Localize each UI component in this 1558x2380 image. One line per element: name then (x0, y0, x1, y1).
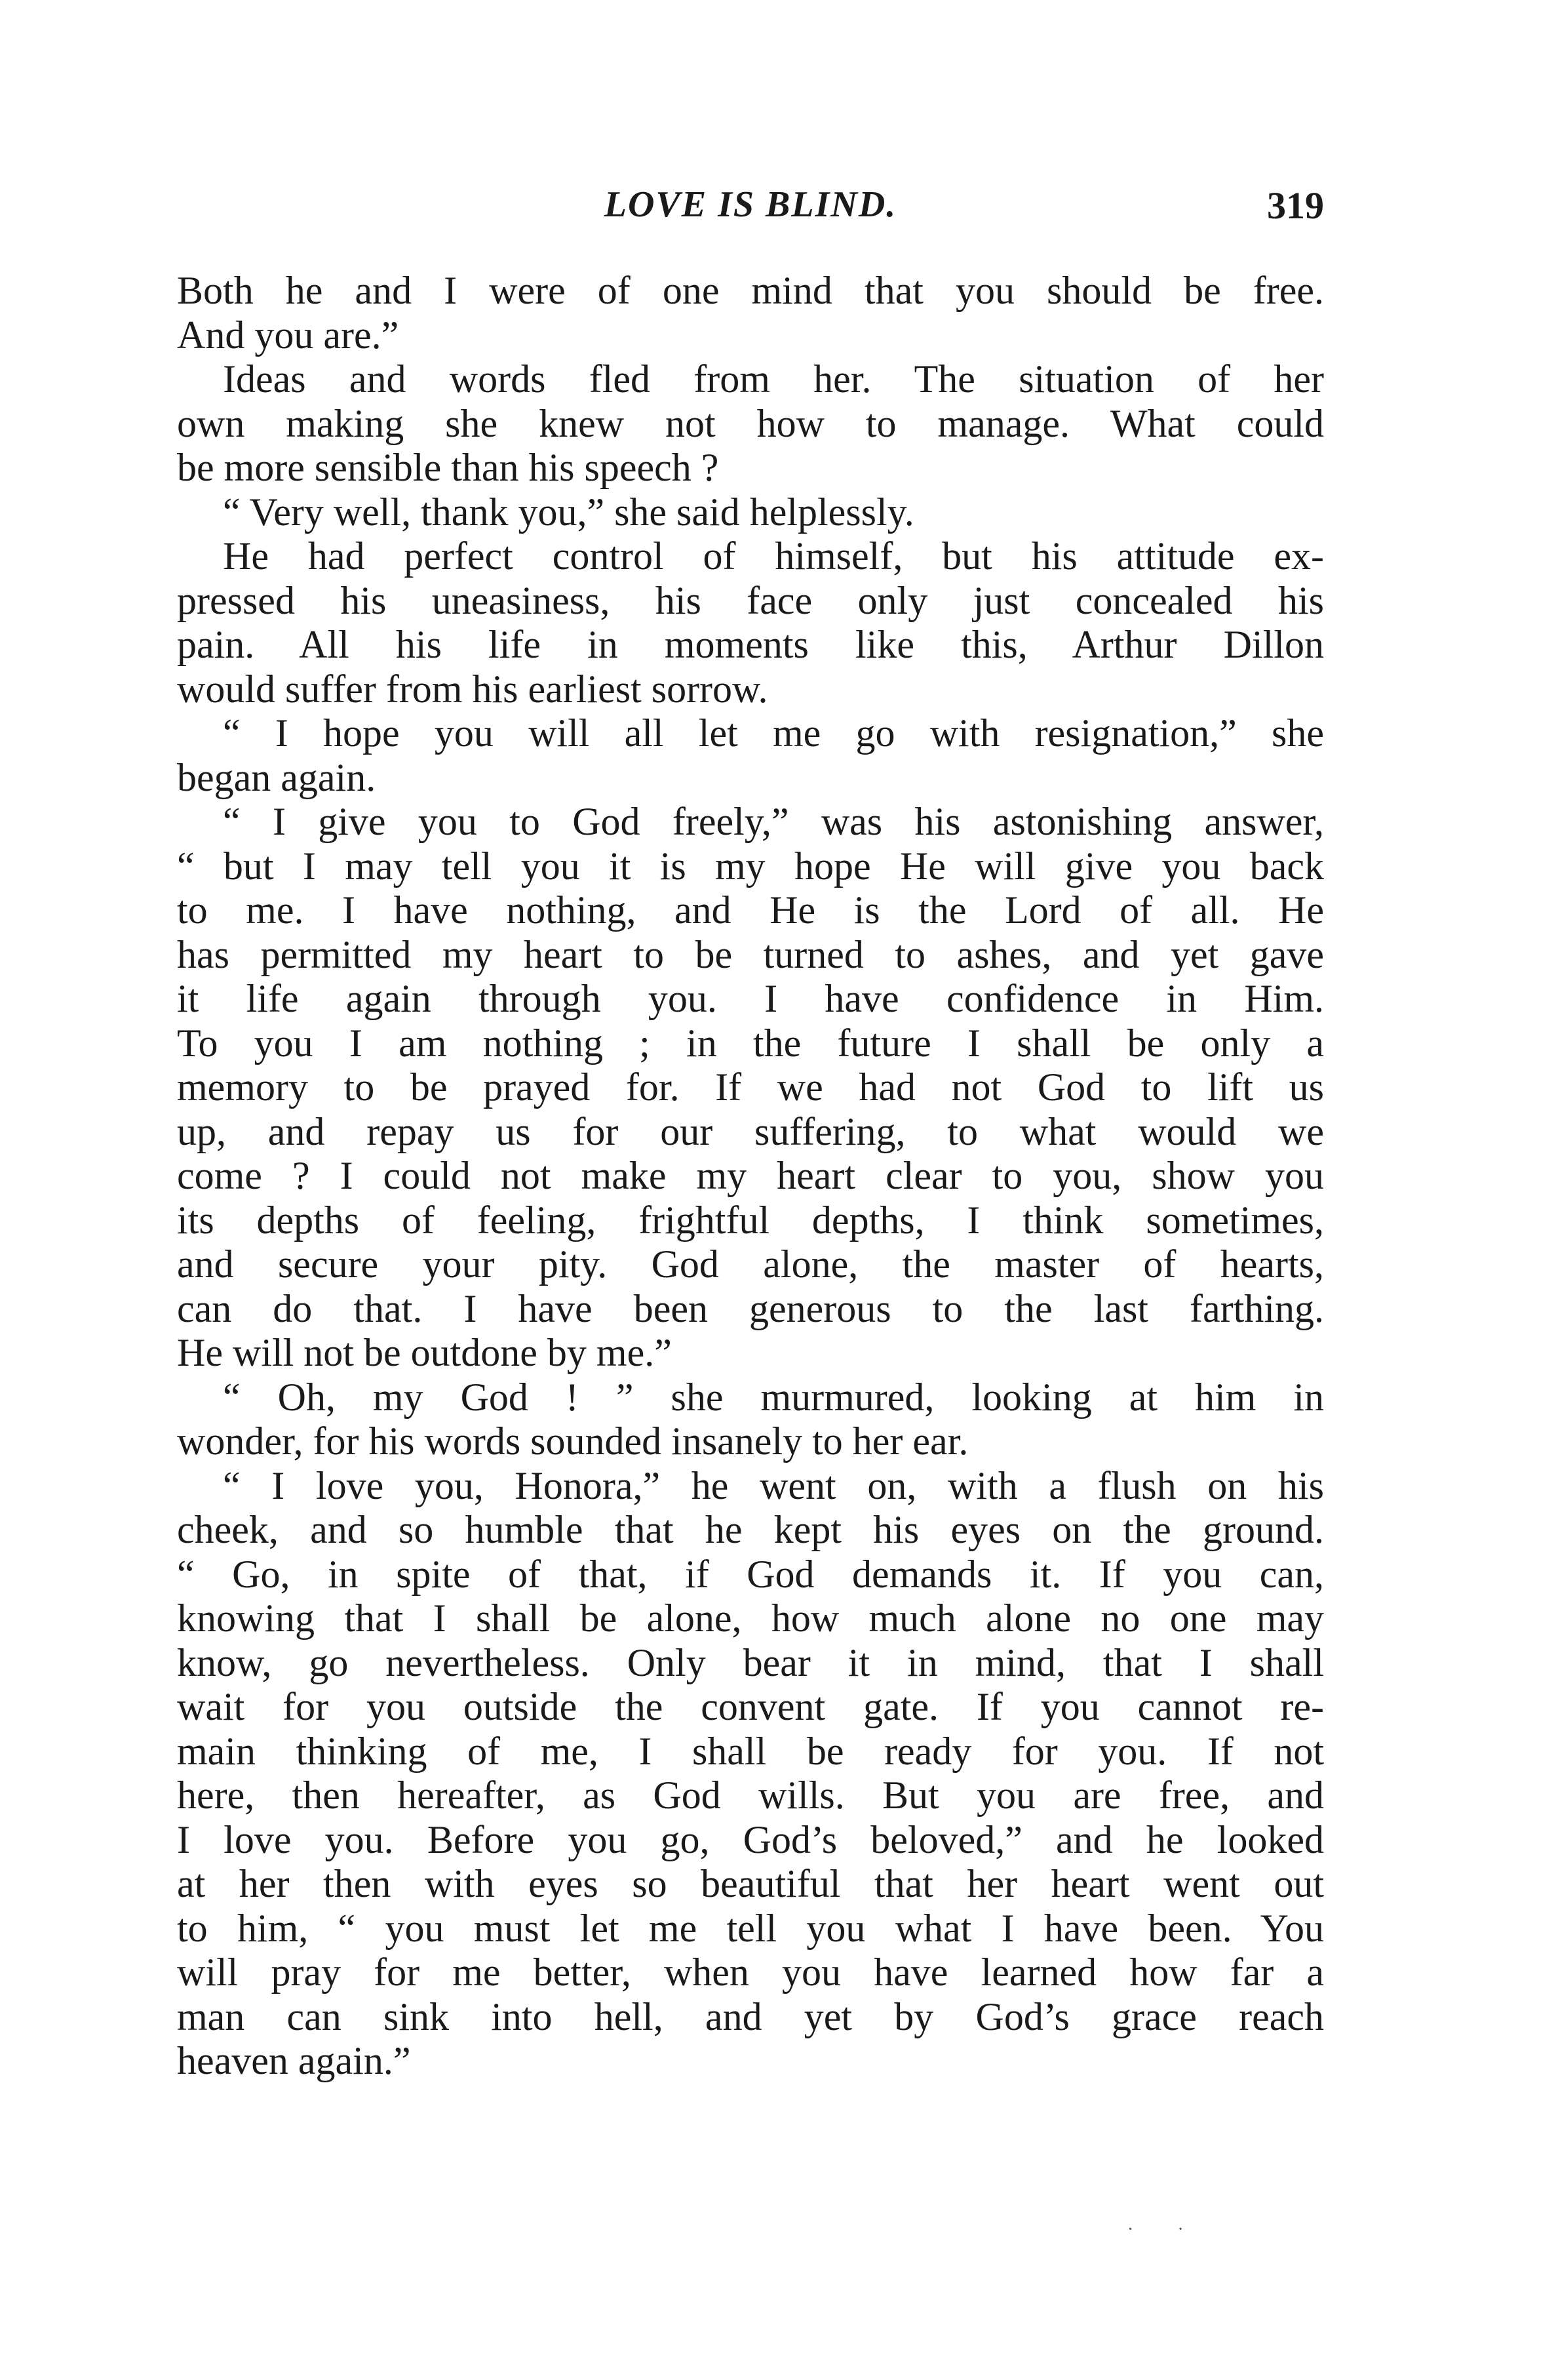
text-line: “ Go, in spite of that, if God demands it. If you can, (177, 1552, 1324, 1596)
text-line: its depths of feeling, frightful depths, I think sometimes, (177, 1198, 1324, 1242)
text-line: “ I love you, Honora,” he went on, with a flush on his (223, 1463, 1324, 1507)
text-line: come ? I could not make my heart clear to you, show you (177, 1154, 1324, 1197)
text-line: here, then hereafter, as God wills. But you are free, and (177, 1774, 1324, 1817)
text-line: can do that. I have been generous to the last farthing. (177, 1286, 1324, 1330)
text-line: will pray for me better, when you have learned how far a (177, 1951, 1324, 1994)
text-line: wonder, for his words sounded insanely to her ear. (177, 1419, 969, 1463)
text-line: up, and repay us for our suffering, to what would we (177, 1109, 1324, 1153)
text-line: main thinking of me, I shall be ready for you. If not (177, 1729, 1324, 1773)
body-text (177, 269, 1324, 2084)
text-line: I love you. Before you go, God’s beloved,” and he looked (177, 1817, 1324, 1861)
text-line: And you are.” (177, 313, 399, 357)
text-line: began again. (177, 755, 376, 799)
text-line: cheek, and so humble that he kept his eyes on the ground. (177, 1508, 1324, 1551)
text-line: heaven again.” (177, 2039, 411, 2082)
text-line: be more sensible than his speech ? (177, 446, 719, 489)
text-line: pressed his uneasiness, his face only just concealed his (177, 578, 1324, 622)
text-line: man can sink into hell, and yet by God’s grace reach (177, 1994, 1324, 2038)
print-specks: · · (1127, 2219, 1203, 2240)
text-line: To you I am nothing ; in the future I shall be only a (177, 1021, 1324, 1065)
text-line: “ Very well, thank you,” she said helplessly. (223, 490, 914, 534)
text-line: Ideas and words fled from her. The situation of her (223, 357, 1324, 401)
text-line: to him, “ you must let me tell you what I have been. You (177, 1906, 1324, 1950)
text-line: pain. All his life in moments like this, Arthur Dillon (177, 623, 1324, 666)
page-header (177, 184, 1324, 243)
running-title: LOVE IS BLIND. (604, 184, 897, 225)
text-line: would suffer from his earliest sorrow. (177, 667, 768, 711)
page-number: 319 (1267, 184, 1324, 227)
text-line: Both he and I were of one mind that you should be free. (177, 269, 1324, 312)
text-line: “ Oh, my God ! ” she murmured, looking at him in (223, 1375, 1324, 1419)
text-line: to me. I have nothing, and He is the Lord of all. He (177, 888, 1324, 932)
text-line: own making she knew not how to manage. What could (177, 401, 1324, 445)
text-line: wait for you outside the convent gate. If you cannot re- (177, 1685, 1324, 1728)
text-line: it life again through you. I have confidence in Him. (177, 977, 1324, 1020)
text-line: “ I give you to God freely,” was his astonishing answer, (223, 800, 1324, 843)
text-line: He will not be outdone by me.” (177, 1331, 672, 1374)
text-line: “ but I may tell you it is my hope He will give you back (177, 844, 1324, 888)
text-line: memory to be prayed for. If we had not God to lift us (177, 1065, 1324, 1109)
text-line: know, go nevertheless. Only bear it in mind, that I shall (177, 1640, 1324, 1684)
text-line: and secure your pity. God alone, the master of hearts, (177, 1242, 1324, 1286)
text-line: at her then with eyes so beautiful that her heart went out (177, 1862, 1324, 1905)
text-line: has permitted my heart to be turned to ashes, and yet gave (177, 932, 1324, 976)
text-line: knowing that I shall be alone, how much alone no one may (177, 1597, 1324, 1640)
text-line: “ I hope you will all let me go with resignation,” she (223, 711, 1324, 755)
text-line: He had perfect control of himself, but his attitude ex- (223, 534, 1324, 578)
